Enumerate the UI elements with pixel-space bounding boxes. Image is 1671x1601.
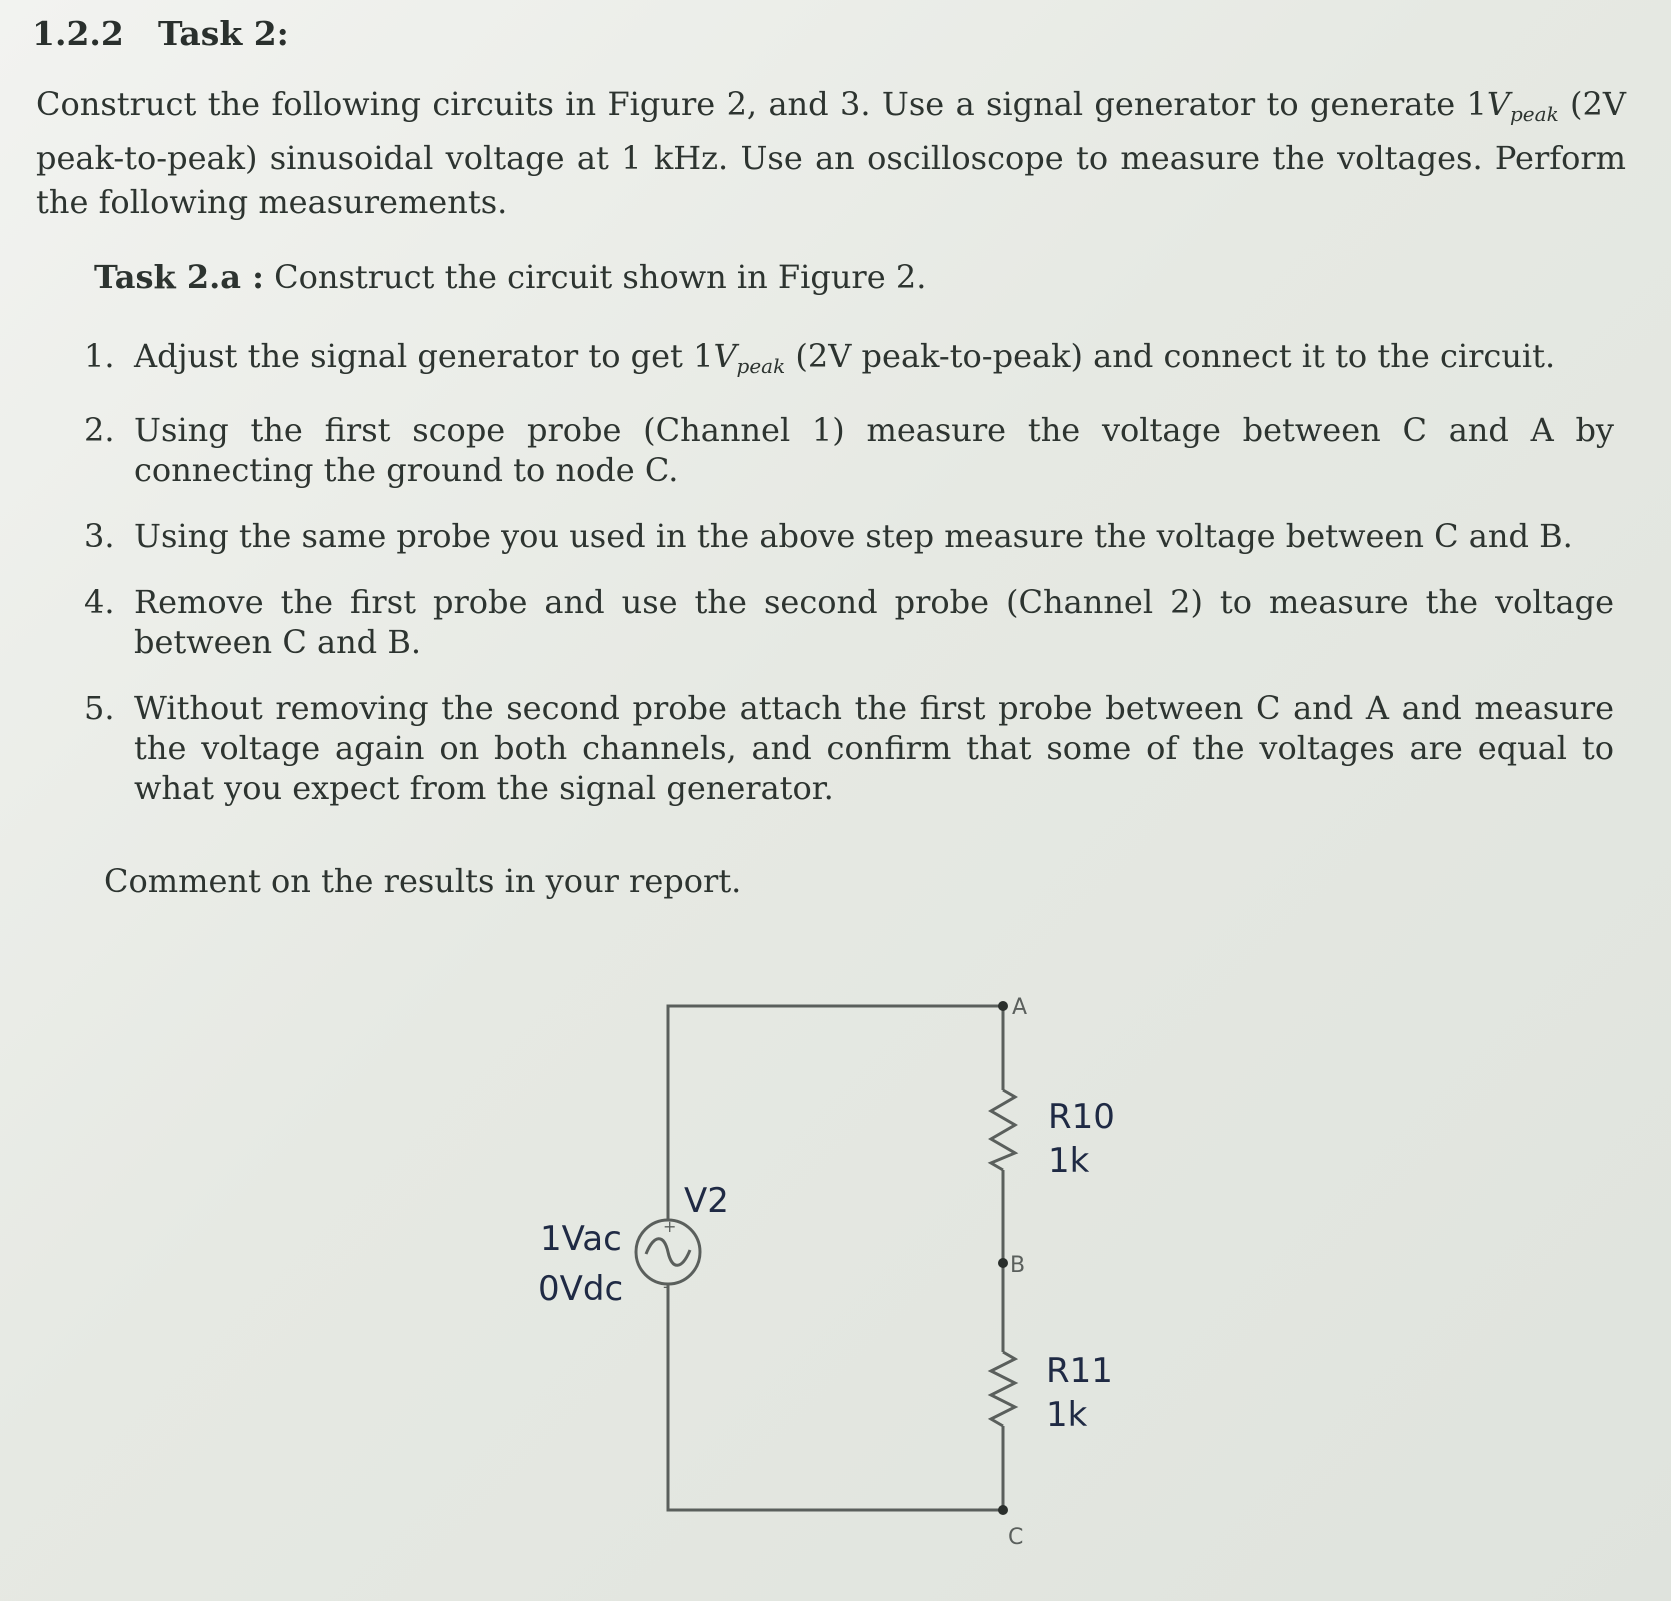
node-c-label: C [1008, 1525, 1024, 1550]
step-text: Remove the first probe and use the second probe (Channel 2) to measure the voltage between C and B. [134, 583, 1614, 661]
circuit-wires [636, 1006, 1015, 1510]
r11-name: R11 [1046, 1351, 1113, 1391]
step-number: 5. [84, 689, 115, 727]
r11-value: 1k [1046, 1395, 1088, 1435]
step-text: Using the same probe you used in the above step measure the voltage between C and B. [134, 517, 1573, 555]
node-b-label: B [1010, 1253, 1026, 1278]
step-v-symbol: V [713, 337, 737, 375]
intro-v-symbol: V [1486, 85, 1510, 123]
step-text-post: (2V peak-to-peak) and connect it to the circuit. [785, 337, 1556, 375]
step-number: 3. [84, 517, 115, 555]
section-number: 1.2.2 [32, 14, 124, 53]
node-c-dot [998, 1505, 1008, 1515]
step-text-pre: Adjust the signal generator to get 1 [134, 337, 714, 375]
step-text: Without removing the second probe attach the first probe between C and A and measure the voltage again on both channels, and confirm that some of the voltages are equal to what you expect from the signal generator. [134, 689, 1614, 807]
step-number: 2. [84, 411, 115, 449]
comment-line: Comment on the results in your report. [104, 862, 742, 900]
wire-bottom [668, 1284, 1003, 1510]
resistor-r11 [991, 1352, 1015, 1426]
node-b-dot [998, 1258, 1008, 1268]
step-text: Using the first scope probe (Channel 1) measure the voltage between C and A by connecting the ground to node C. [134, 411, 1614, 489]
intro-text-1: Construct the following circuits in Figure 2, and 3. Use a signal generator to generate 1 [36, 85, 1487, 123]
node-a-dot [998, 1001, 1008, 1011]
step-number: 4. [84, 583, 115, 621]
section-title: Task 2: [158, 14, 289, 53]
task-text: Construct the circuit shown in Figure 2. [263, 258, 927, 296]
source-dc: 0Vdc [538, 1269, 624, 1309]
node-a-label: A [1012, 995, 1028, 1020]
resistor-r10 [991, 1090, 1015, 1170]
r10-value: 1k [1048, 1141, 1090, 1181]
intro-v-subscript: peak [1510, 102, 1559, 126]
task-label: Task 2.a : [94, 258, 264, 296]
step-number: 1. [84, 337, 115, 375]
step-v-subscript: peak [736, 354, 786, 378]
source-minus: - [663, 1277, 669, 1296]
r10-name: R10 [1048, 1097, 1115, 1137]
source-ac: 1Vac [540, 1219, 622, 1259]
source-name: V2 [684, 1181, 729, 1221]
source-plus: + [663, 1217, 677, 1236]
sine-wave-icon [646, 1239, 690, 1266]
intro-text-2: (2V peak-to-peak) sinusoidal voltage at 1 kHz. Use an oscilloscope to measure the voltages. Perform the following measurements. [36, 85, 1626, 221]
